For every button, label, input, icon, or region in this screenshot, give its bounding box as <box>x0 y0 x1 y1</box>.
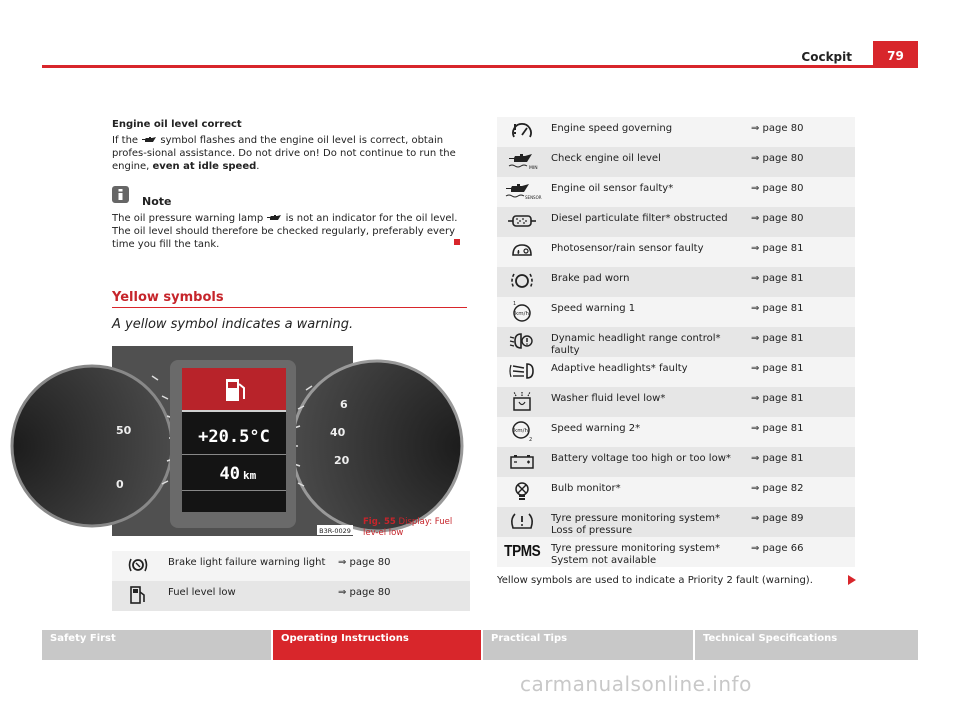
table-icon-cell <box>497 267 547 297</box>
table-icon-cell <box>497 147 547 177</box>
battery-icon <box>509 452 535 470</box>
table-icon-cell <box>497 117 547 147</box>
note-text-part-2: is not an indicator for the oil level. The oil level should therefore be checked regularly, preferably every time you fill the tank. <box>112 213 458 250</box>
table-icon-cell <box>497 387 547 417</box>
table-label: Speed warning 2* <box>547 417 751 447</box>
table-page-ref[interactable]: ⇒ page 81 <box>751 297 855 327</box>
speed-2-text: 2 <box>529 436 533 443</box>
table-icon-cell <box>497 537 547 567</box>
table-label: Photosensor/rain sensor faulty <box>547 237 751 267</box>
oil-sensor-text: SENSOR <box>525 194 542 200</box>
speedo-label: 20 <box>334 454 350 467</box>
table-icon-cell <box>112 581 164 611</box>
nav-technical-specifications[interactable]: Technical Specifications <box>695 630 918 660</box>
table-row <box>497 117 855 147</box>
table-label-line2: System not available <box>551 555 657 566</box>
table-row <box>497 387 855 417</box>
table-page-ref[interactable]: ⇒ page 81 <box>751 327 855 357</box>
table-page-ref[interactable]: ⇒ page 81 <box>751 387 855 417</box>
table-page-ref[interactable]: ⇒ page 81 <box>751 417 855 447</box>
figure-caption <box>363 517 468 539</box>
particulate-filter-icon <box>507 213 537 229</box>
display-distance-unit: km <box>243 469 257 482</box>
table-label: Check engine oil level <box>547 147 751 177</box>
table-label: Battery voltage too high or too low* <box>547 447 751 477</box>
nav-safety-first[interactable]: Safety First <box>42 630 271 660</box>
table-page-ref[interactable]: ⇒ page 82 <box>751 477 855 507</box>
oil-text-bold: even at idle speed <box>152 161 257 172</box>
yellow-symbols-title: Yellow symbols <box>112 290 224 305</box>
table-label: Bulb monitor* <box>547 477 751 507</box>
table-row <box>497 537 855 567</box>
table-label: Brake pad worn <box>547 267 751 297</box>
oil-level-text <box>112 134 466 173</box>
table-page-ref[interactable]: ⇒ page 81 <box>751 447 855 477</box>
oil-text-part-1: If the <box>112 135 142 146</box>
table-icon-cell <box>497 207 547 237</box>
section-end-marker <box>454 239 460 245</box>
table-label: Washer fluid level low* <box>547 387 751 417</box>
table-label <box>547 537 751 567</box>
table-icon-cell <box>497 297 547 327</box>
oil-text-end: . <box>256 161 260 172</box>
table-icon-cell <box>497 237 547 267</box>
table-icon-cell <box>497 417 547 447</box>
adaptive-headlight-icon <box>509 361 535 381</box>
table-label: Fuel level low <box>164 581 338 611</box>
table-icon-cell <box>497 477 547 507</box>
table-page-ref[interactable]: ⇒ page 80 <box>338 551 470 581</box>
table-label: Adaptive headlights* faulty <box>547 357 751 387</box>
table-row <box>497 327 855 357</box>
table-label-line1: Tyre pressure monitoring system* <box>551 513 720 524</box>
speedo-label: 6 <box>340 398 348 411</box>
note-icon <box>112 186 129 203</box>
table-page-ref[interactable]: ⇒ page 80 <box>751 147 855 177</box>
table-row <box>497 357 855 387</box>
speedo-label: 40 <box>330 426 346 439</box>
kmh-text: km/h <box>514 427 528 434</box>
table-label: Diesel particulate filter* obstructed <box>547 207 751 237</box>
table-row <box>497 507 855 537</box>
table-page-ref[interactable]: ⇒ page 89 <box>751 507 855 537</box>
table-page-ref[interactable]: ⇒ page 80 <box>751 117 855 147</box>
table-icon-cell <box>497 327 547 357</box>
washer-fluid-icon <box>510 390 534 412</box>
table-label: Engine oil sensor faulty* <box>547 177 751 207</box>
brake-pad-icon <box>510 271 534 291</box>
info-icon <box>112 186 129 203</box>
oil-can-icon <box>266 213 282 223</box>
table-row <box>497 237 855 267</box>
cluster-illustration <box>112 346 353 536</box>
kmh-text: km/h <box>515 310 529 317</box>
rain-sensor-icon <box>509 241 535 261</box>
table-icon-cell <box>497 507 547 537</box>
oil-min-text: MIN <box>529 165 538 171</box>
table-row <box>497 477 855 507</box>
section-rule <box>112 307 467 308</box>
table-row <box>497 417 855 447</box>
tpms-icon: TPMS <box>503 543 541 560</box>
table-label-line2: Loss of pressure <box>551 525 633 536</box>
oil-sensor-icon <box>505 182 542 200</box>
table-icon-cell <box>112 551 164 581</box>
speed-1-text: 1 <box>513 300 517 307</box>
table-row <box>497 447 855 477</box>
tyre-pressure-icon <box>509 510 535 532</box>
table-label-line1: Tyre pressure monitoring system* <box>551 543 720 554</box>
header-rule <box>42 65 918 68</box>
engine-speed-icon <box>510 121 534 141</box>
yellow-symbols-footnote: Yellow symbols are used to indicate a Priority 2 fault (warning). <box>497 575 813 586</box>
table-label: Engine speed governing <box>547 117 751 147</box>
speed-warning-1-icon <box>509 300 535 322</box>
table-page-ref[interactable]: ⇒ page 80 <box>751 207 855 237</box>
display-distance: 40 <box>219 464 240 484</box>
table-label: Brake light failure warning light <box>164 551 338 581</box>
nav-operating-instructions[interactable]: Operating Instructions <box>273 630 481 660</box>
display-temperature: +20.5°C <box>198 427 270 447</box>
nav-practical-tips[interactable]: Practical Tips <box>483 630 693 660</box>
table-row <box>497 207 855 237</box>
headlight-range-icon <box>509 331 535 351</box>
table-row <box>497 267 855 297</box>
table-page-ref[interactable]: ⇒ page 80 <box>751 177 855 207</box>
table-icon-cell <box>497 357 547 387</box>
table-row <box>112 551 470 581</box>
table-page-ref[interactable]: ⇒ page 81 <box>751 267 855 297</box>
note-label: Note <box>142 195 172 208</box>
page-number: 79 <box>873 41 918 68</box>
table-page-ref[interactable]: ⇒ page 81 <box>751 237 855 267</box>
left-symbol-table <box>112 551 470 611</box>
continue-arrow-icon <box>848 575 856 585</box>
bulb-monitor-icon <box>511 480 533 502</box>
note-text <box>112 212 466 251</box>
figure-caption-text: Display: Fuel lev-el low <box>363 517 453 538</box>
note-text-part-1: The oil pressure warning lamp <box>112 213 267 224</box>
right-symbol-table <box>497 117 855 567</box>
speedo-label: 0 <box>116 478 124 491</box>
instrument-cluster-photo <box>112 346 353 536</box>
figure-number: Fig. 55 <box>363 517 396 527</box>
table-row <box>497 147 855 177</box>
chapter-nav <box>42 630 918 660</box>
table-icon-cell <box>497 177 547 207</box>
table-icon-cell <box>497 447 547 477</box>
oil-level-title: Engine oil level correct <box>112 119 242 130</box>
brake-light-icon <box>127 556 149 574</box>
table-page-ref[interactable]: ⇒ page 81 <box>751 357 855 387</box>
figure-code: B3R-0029 <box>319 527 351 535</box>
table-label: Speed warning 1 <box>547 297 751 327</box>
table-row <box>497 297 855 327</box>
oil-can-icon <box>141 135 157 145</box>
table-label: Dynamic headlight range control* faulty <box>547 327 751 357</box>
speedo-label: 50 <box>116 424 132 437</box>
table-row <box>497 177 855 207</box>
oil-level-icon <box>508 152 536 170</box>
watermark: carmanualsonline.info <box>520 672 752 696</box>
oil-text-part-2: symbol flashes and the engine oil level is correct, obtain profes-sional assistance. Do not drive on! Do not continue to run the engine, <box>112 135 456 172</box>
table-row <box>112 581 470 611</box>
fuel-pump-icon <box>129 584 147 606</box>
oil-level-section <box>112 118 466 173</box>
speed-warning-2-icon <box>509 420 535 442</box>
yellow-symbols-subtitle: A yellow symbol indicates a warning. <box>112 317 354 332</box>
table-page-ref[interactable]: ⇒ page 80 <box>338 581 470 611</box>
chapter-title: Cockpit <box>801 50 852 64</box>
table-label <box>547 507 751 537</box>
table-page-ref[interactable]: ⇒ page 66 <box>751 537 855 567</box>
